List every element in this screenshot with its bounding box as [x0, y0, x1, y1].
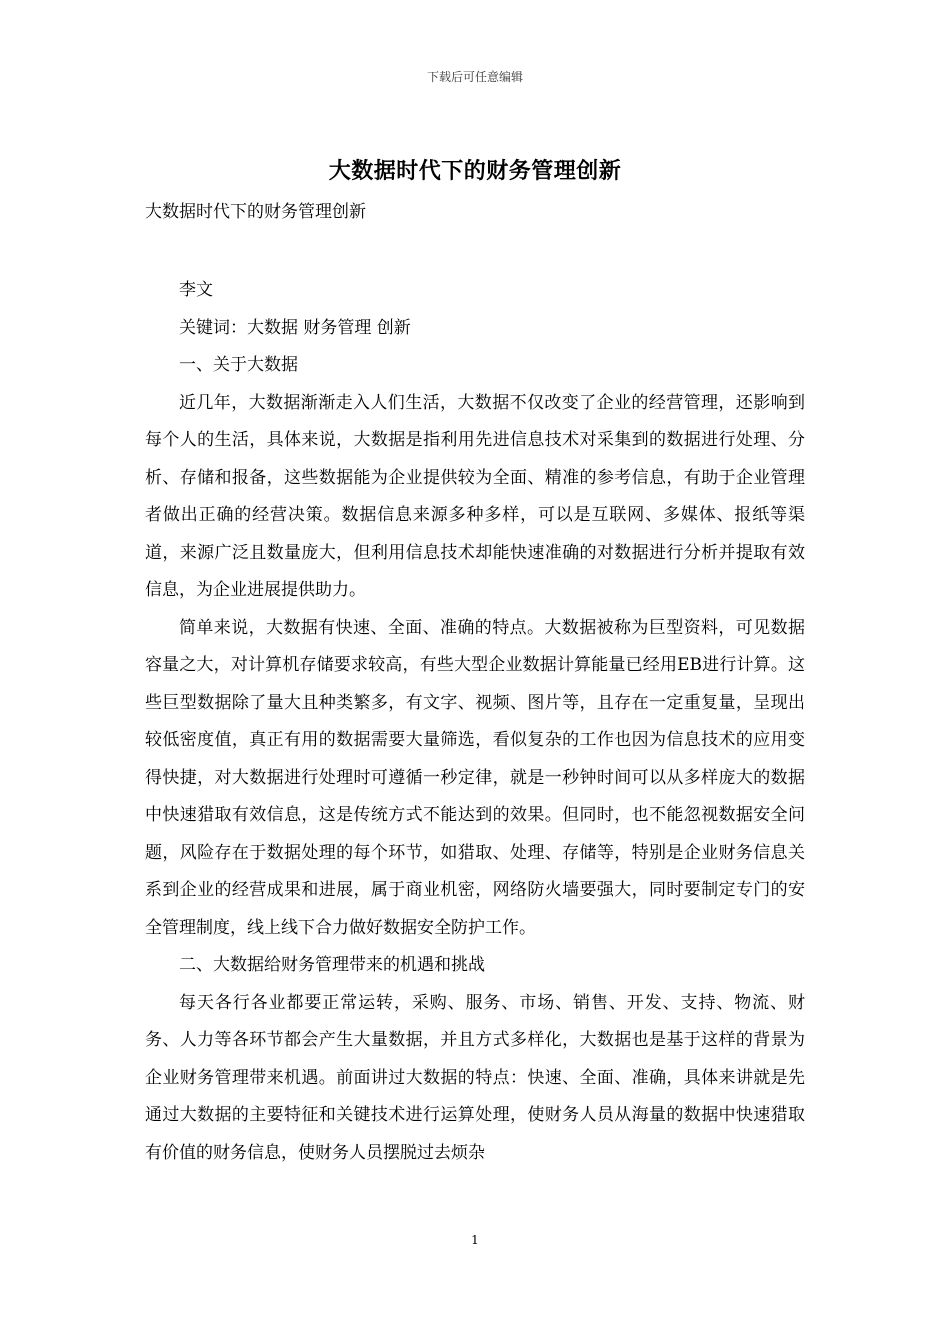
document-title: 大数据时代下的财务管理创新	[328, 158, 622, 184]
section-heading-1: 一、关于大数据	[179, 355, 298, 375]
document-subtitle: 大数据时代下的财务管理创新	[145, 202, 366, 222]
paragraph-2: 简单来说，大数据有快速、全面、准确的特点。大数据被称为巨型资料，可见数据容量之大，对计算机存储要求较高，有些大型企业数据计算能量已经用EB进行计算。这些巨型数据除了量大且种类繁多，有文字、视频、图片等，且存在一定重复量，呈现出较低密度值，真正有用的数据需要大量筛选，看似复杂的工作也因为信息技术的应用变得快捷，对大数据进行处理时可遵循一秒定律，就是一秒钟时间可以从多样庞大的数据中快速猎取有效信息，这是传统方式不能达到的效果。但同时，也不能忽视数据安全问题，风险存在于数据处理的每个环节，如猎取、处理、存储等，特别是企业财务信息关系到企业的经营成果和进展，属于商业机密，网络防火墙要强大，同时要制定专门的安全管理制度，线上线下合力做好数据安全防护工作。	[145, 617, 805, 938]
paragraph-3: 每天各行各业都要正常运转，采购、服务、市场、销售、开发、支持、物流、财务、人力等各环节都会产生大量数据，并且方式多样化，大数据也是基于这样的背景为企业财务管理带来机遇。前面讲过大数据的特点：快速、全面、准确，具体来讲就是先通过大数据的主要特征和关键技术进行运算处理，使财务人员从海量的数据中快速猎取有价值的财务信息，使财务人员摆脱过去烦杂	[145, 992, 805, 1163]
page-number: 1	[471, 1233, 479, 1247]
author-line: 李文	[179, 280, 213, 300]
section-heading-2: 二、大数据给财务管理带来的机遇和挑战	[179, 955, 485, 975]
document-body	[145, 272, 805, 1172]
header-note: 下载后可任意编辑	[426, 70, 523, 84]
paragraph-1: 近几年，大数据渐渐走入人们生活，大数据不仅改变了企业的经营管理，还影响到每个人的生活，具体来说，大数据是指利用先进信息技术对采集到的数据进行处理、分析、存储和报备，这些数据能为企业提供较为全面、精准的参考信息，有助于企业管理者做出正确的经营决策。数据信息来源多种多样，可以是互联网、多媒体、报纸等渠道，来源广泛且数量庞大，但利用信息技术却能快速准确的对数据进行分析并提取有效信息，为企业进展提供助力。	[145, 392, 805, 600]
keywords-line: 关键词：大数据 财务管理 创新	[179, 317, 411, 338]
